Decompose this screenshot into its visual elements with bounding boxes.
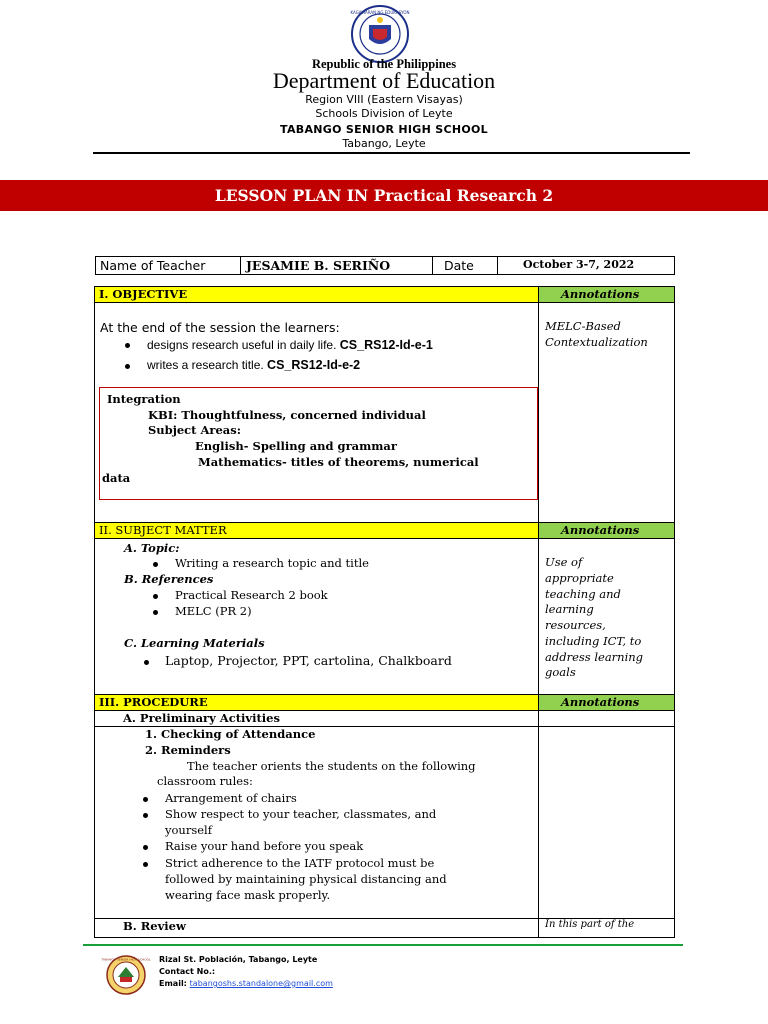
bullet — [144, 660, 149, 665]
department-heading: Department of Education — [272, 68, 496, 93]
deped-seal-logo — [351, 5, 409, 63]
footer-contact: Contact No.: — [159, 967, 216, 976]
subject-matter-annotation-label: Annotations — [561, 523, 640, 537]
integration-math-cont: data — [102, 471, 131, 485]
subject-annotation-line: resources, — [545, 618, 606, 632]
date-value: October 3-7, 2022 — [523, 258, 635, 271]
subject-annotation-line: address learning — [545, 650, 644, 664]
info-divider — [497, 256, 498, 275]
footer-divider — [83, 944, 683, 946]
rule-item-cont: yourself — [165, 823, 212, 837]
bullet — [125, 343, 130, 348]
rule-item-cont: followed by maintaining physical distancing and — [165, 872, 447, 886]
subject-matter-heading: II. SUBJECT MATTER — [99, 523, 227, 537]
preliminary-activities: A. Preliminary Activities — [123, 711, 280, 725]
objective-item — [147, 358, 360, 372]
integration-math: Mathematics- titles of theorems, numerical — [198, 455, 479, 469]
integration-subject-areas: Subject Areas: — [148, 423, 241, 437]
bullet — [153, 594, 158, 599]
objective-item — [147, 338, 433, 352]
svg-text:KAGAWARAN NG EDUKASYON: KAGAWARAN NG EDUKASYON — [350, 10, 410, 15]
objective-annotation-label: Annotations — [561, 287, 640, 301]
materials-label: C. Learning Materials — [124, 636, 265, 650]
subject-annotation-line: teaching and — [545, 587, 621, 601]
annotation-column-divider — [538, 286, 539, 938]
objective-intro: At the end of the session the learners: — [100, 320, 340, 335]
lesson-plan-banner: LESSON PLAN IN Practical Research 2 — [0, 180, 768, 211]
bullet — [143, 813, 148, 818]
rule-item: Arrangement of chairs — [165, 791, 297, 805]
review-annotation: In this part of the — [545, 919, 635, 930]
school-logo — [101, 955, 151, 995]
footer-email-link[interactable]: tabangoshs.standalone@gmail.com — [189, 979, 333, 988]
attendance-item: 1. Checking of Attendance — [145, 727, 316, 741]
objective-item-text: writes a research title. — [147, 358, 268, 372]
objective-item-code: CS_RS12-Id-e-2 — [267, 358, 361, 372]
objective-item-code: CS_RS12-Id-e-1 — [339, 338, 433, 352]
info-divider — [432, 256, 433, 275]
subject-annotation-line: including ICT, to — [545, 634, 642, 648]
teacher-name: JESAMIE B. SERIÑO — [246, 258, 391, 273]
integration-kbi: KBI: Thoughtfulness, concerned individual — [148, 408, 426, 422]
reference-item: Practical Research 2 book — [175, 588, 328, 602]
bullet — [143, 797, 148, 802]
bullet — [143, 862, 148, 867]
procedure-annotation-label: Annotations — [561, 695, 640, 709]
info-divider — [240, 256, 241, 275]
objective-annotation-line: Contextualization — [545, 335, 648, 349]
review-item: B. Review — [123, 919, 186, 933]
bullet — [143, 845, 148, 850]
republic-heading: Republic of the Philippines — [311, 57, 457, 71]
footer-email-line — [159, 979, 333, 988]
orient-text: classroom rules: — [157, 774, 253, 788]
rule-item: Show respect to your teacher, classmates, and — [165, 807, 437, 821]
objective-annotation-line: MELC-Based — [545, 319, 621, 333]
row-divider — [94, 538, 675, 539]
reminders-item: 2. Reminders — [145, 743, 231, 757]
references-label: B. References — [124, 572, 214, 586]
division-text: Schools Division of Leyte — [315, 107, 453, 120]
school-name: TABANGO SENIOR HIGH SCHOOL — [280, 123, 488, 136]
topic-label: A. Topic: — [124, 541, 180, 555]
header-divider — [93, 152, 690, 154]
footer-address: Rizal St. Población, Tabango, Leyte — [159, 955, 318, 964]
footer-email-label: Email: — [159, 979, 190, 988]
integration-title: Integration — [107, 392, 181, 406]
objective-item-text: designs research useful in daily life. — [147, 338, 340, 352]
objective-heading: I. OBJECTIVE — [99, 287, 188, 301]
school-town: Tabango, Leyte — [342, 137, 426, 150]
bullet — [125, 364, 130, 369]
teacher-label: Name of Teacher — [100, 258, 206, 273]
subject-annotation-line: appropriate — [545, 571, 614, 585]
subject-annotation-line: learning — [545, 602, 594, 616]
date-label: Date — [444, 258, 474, 273]
bullet — [153, 610, 158, 615]
row-divider — [94, 302, 675, 303]
rule-item: Strict adherence to the IATF protocol must be — [165, 856, 435, 870]
materials-text: Laptop, Projector, PPT, cartolina, Chalkboard — [165, 653, 452, 668]
procedure-heading: III. PROCEDURE — [99, 695, 208, 709]
svg-text:TABANGO SENIOR HIGH SCHOOL: TABANGO SENIOR HIGH SCHOOL — [101, 957, 151, 962]
reference-item: MELC (PR 2) — [175, 604, 252, 618]
rule-item-cont: wearing face mask properly. — [165, 888, 331, 902]
bullet — [153, 562, 158, 567]
orient-text: The teacher orients the students on the following — [187, 759, 476, 773]
subject-annotation-line: Use of — [545, 555, 583, 569]
integration-english: English- Spelling and grammar — [195, 439, 397, 453]
rule-item: Raise your hand before you speak — [165, 839, 364, 853]
subject-annotation-line: goals — [545, 665, 576, 679]
region-text: Region VIII (Eastern Visayas) — [305, 93, 463, 106]
topic-text: Writing a research topic and title — [175, 556, 369, 570]
